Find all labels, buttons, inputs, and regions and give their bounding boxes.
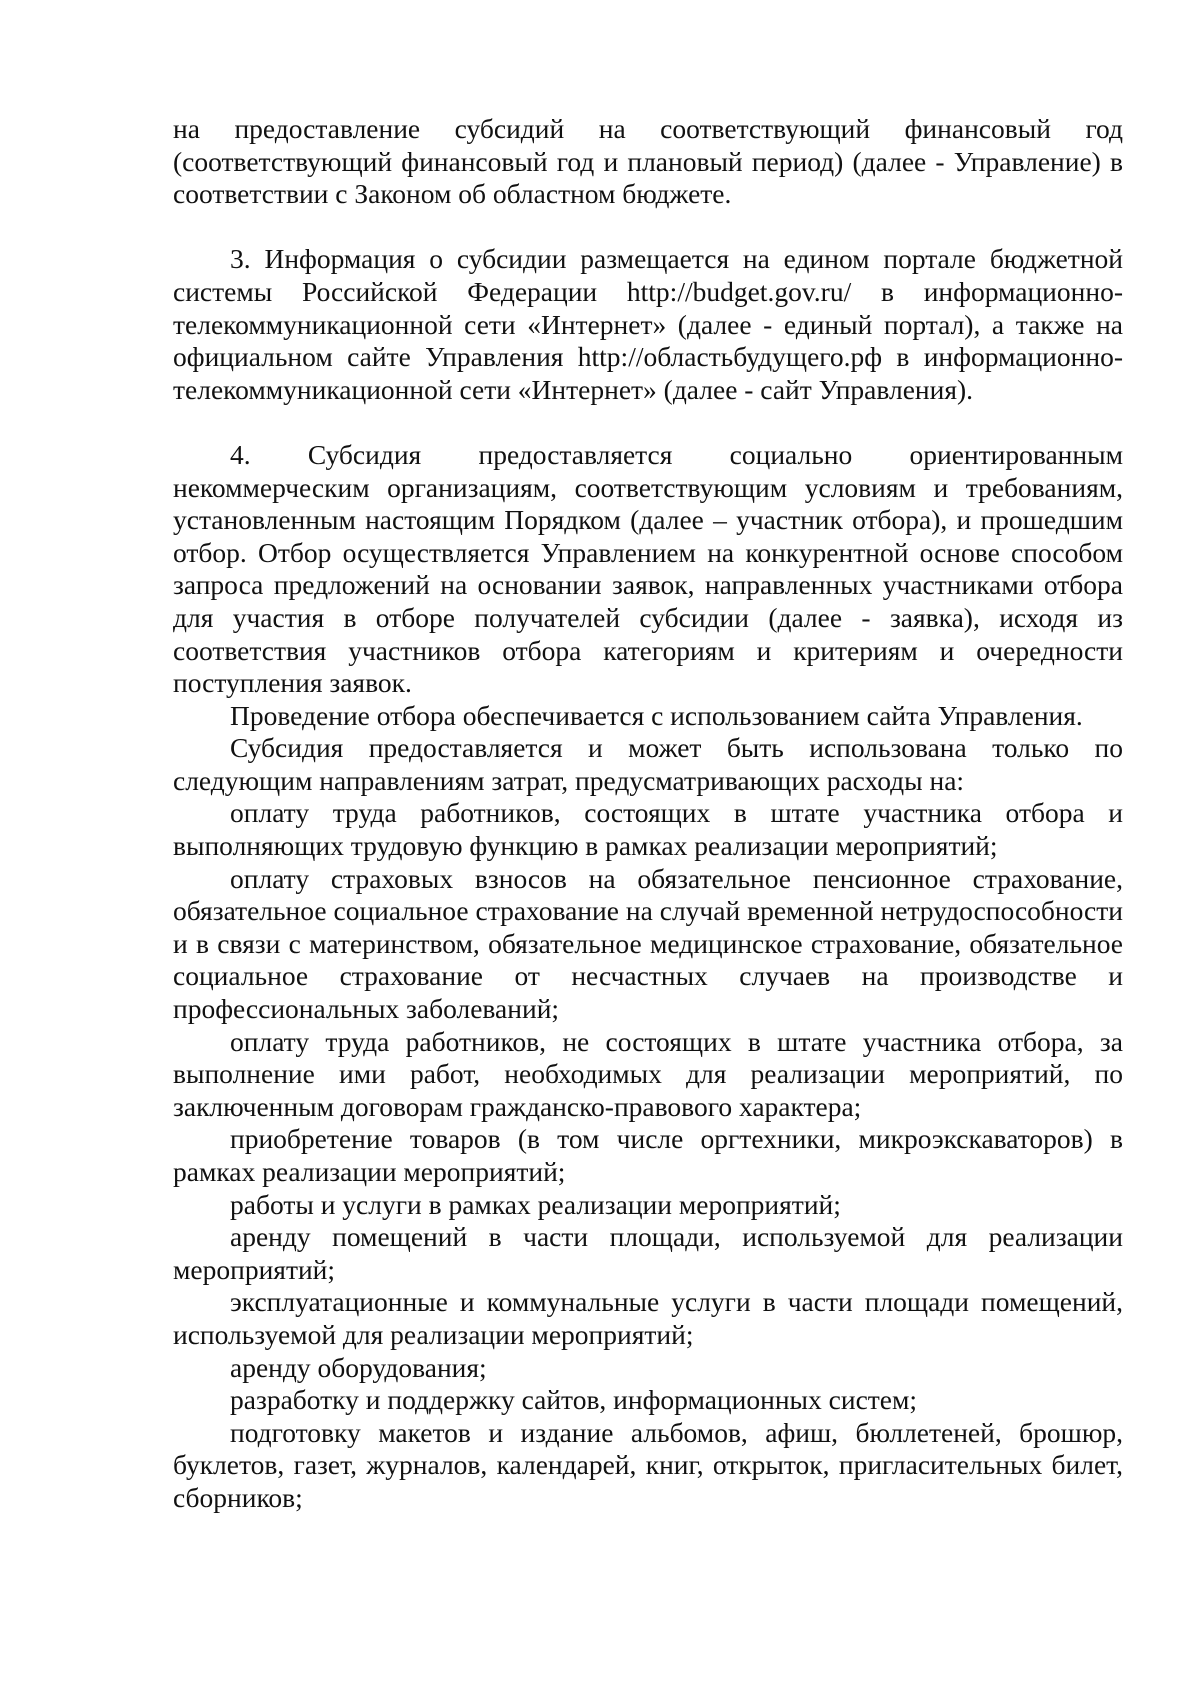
expense-item: работы и услуги в рамках реализации мероприятий; [230,1188,841,1220]
expense-item: аренду оборудования; [230,1351,487,1383]
expense-item: оплату труда работников, состоящих в штате участника отбора и выполняющих трудовую функцию в рамках реализации мероприятий; [173,797,1123,862]
expense-item: подготовку макетов и издание альбомов, афиш, бюллетеней, брошюр, буклетов, газет, журналов, календарей, книг, открыток, пригласительных билет, сборников; [173,1416,1123,1513]
paragraph-selection-site: Проведение отбора обеспечивается с использованием сайта Управления. [230,699,1083,731]
expense-item: аренду помещений в части площади, используемой для реализации мероприятий; [173,1221,1123,1285]
expense-item: оплату страховых взносов на обязательное пенсионное страхование, обязательное социальное страхование на случай временной нетрудоспособности и в связи с материнством, обязательное медицинское страхование, обязательное социальное страхование от несчастных случаев на производстве и профессиональных заболеваний; [173,862,1123,1025]
expense-item: приобретение товаров (в том числе оргтехники, микроэкскаваторов) в рамках реализации мероприятий; [173,1123,1123,1187]
paragraph-item-3: 3. Информация о субсидии размещается на едином портале бюджетной системы Российской Федерации http://budget.gov.ru/ в информационно-телекоммуникационной сети «Интернет» (далее - единый портал), а также на официальном сайте Управления http://областьбудущего.рф в информационно-телекоммуникационной сети «Интернет» (далее - сайт Управления). [173,243,1123,405]
paragraph-expense-intro: Субсидия предоставляется и может быть использована только по следующим направлениям затрат, предусматривающих расходы на: [173,732,1123,796]
paragraph-item-4: 4. Субсидия предоставляется социально ориентированным некоммерческим организациям, соответствующим условиям и требованиям, установленным настоящим Порядком (далее – участник отбора), и прошедшим отбор. Отбор осуществляется Управлением на конкурентной основе способом запроса предложений на основании заявок, направленных участниками отбора для участия в отборе получателей субсидии (далее - заявка), исходя из соответствия участников отбора категориям и критериям и очередности поступления заявок. [173,438,1123,699]
expense-item: эксплуатационные и коммунальные услуги в части площади помещений, используемой для реализации мероприятий; [173,1286,1123,1350]
document-body [173,113,1123,1515]
expense-item: разработку и поддержку сайтов, информационных систем; [230,1384,918,1416]
expense-item: оплату труда работников, не состоящих в штате участника отбора, за выполнение ими работ, необходимых для реализации мероприятий, по заключенным договорам гражданско-правового характера; [173,1025,1123,1122]
paragraph-continuation: на предоставление субсидий на соответствующий финансовый год (соответствующий финансовый год и плановый период) (далее - Управление) в соответствии с Законом об областном бюджете. [173,113,1123,210]
